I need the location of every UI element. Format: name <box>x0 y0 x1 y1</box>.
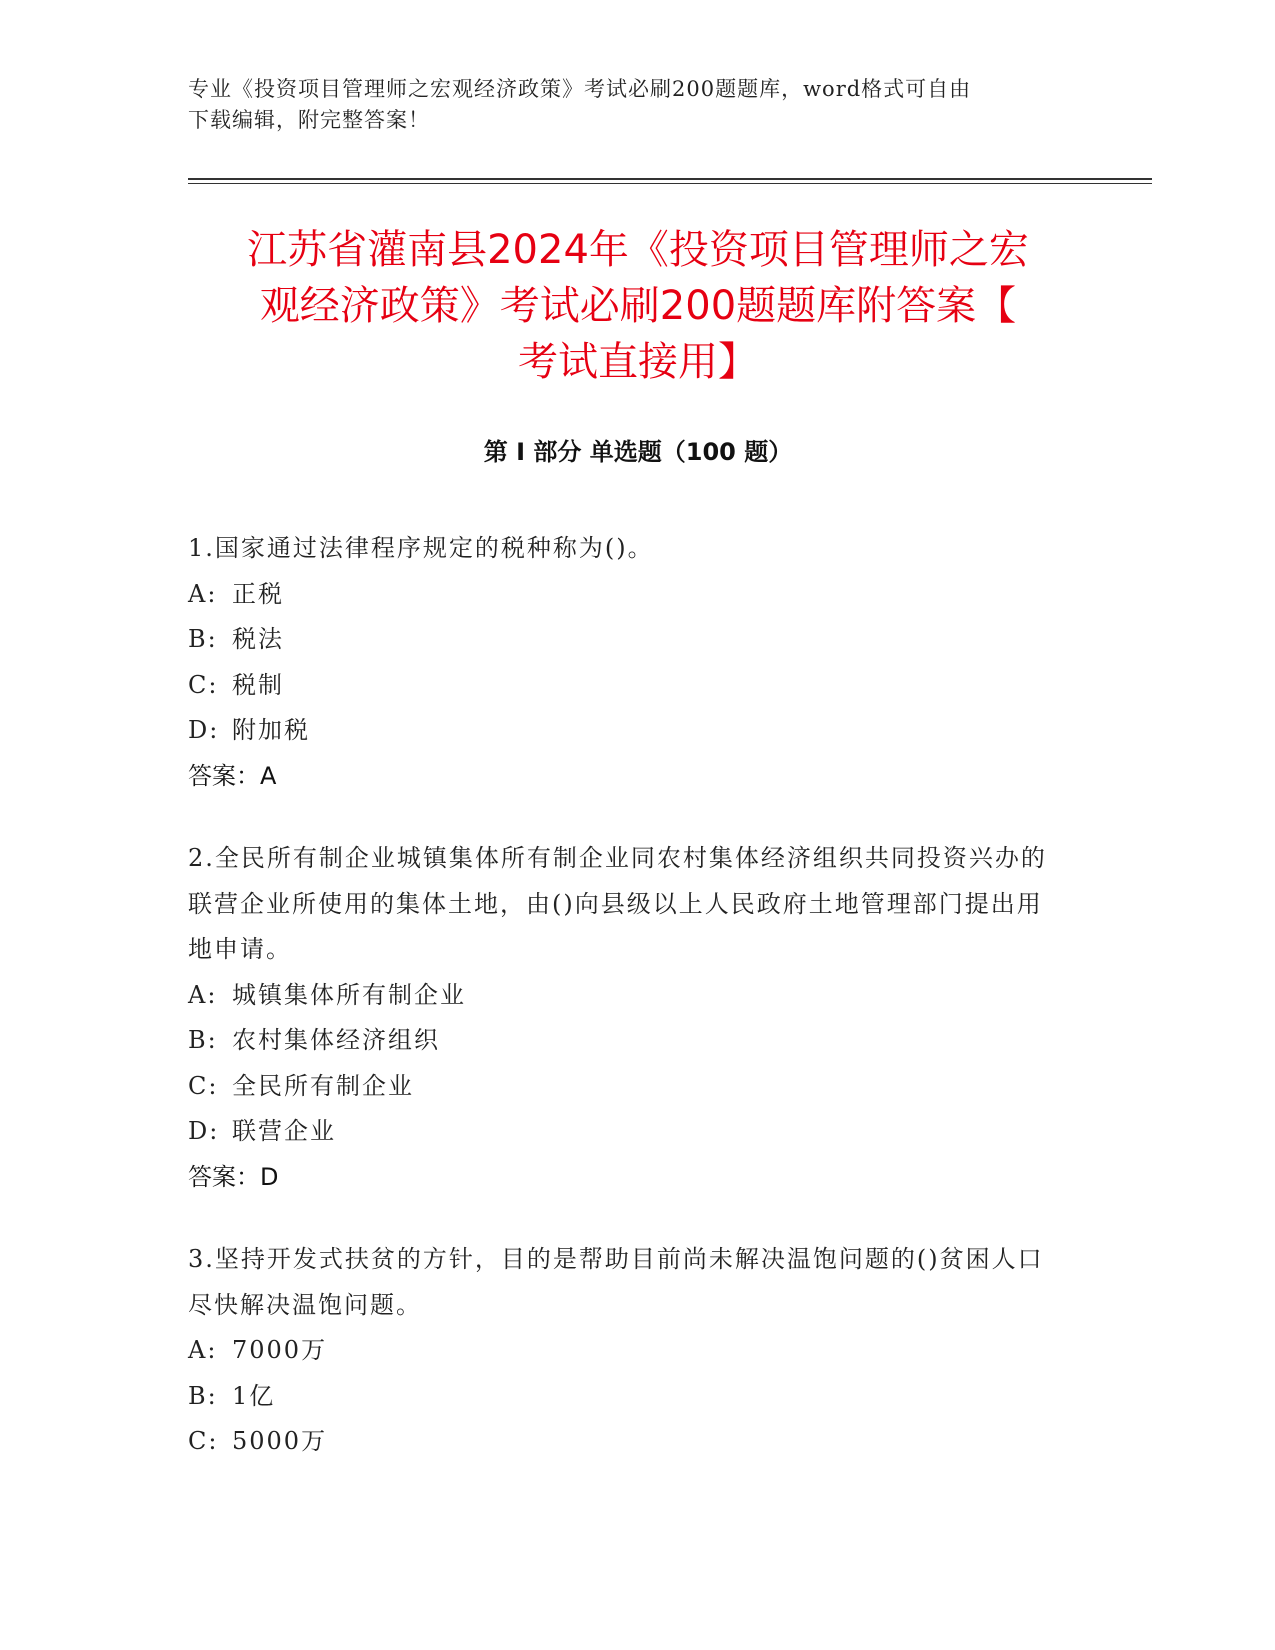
option-text: 7000万 <box>232 1336 328 1364</box>
option-key: C: <box>188 1071 219 1100</box>
question-stem: 1.国家通过法律程序规定的税种称为()。 <box>188 534 654 562</box>
option-text: 全民所有制企业 <box>232 1071 414 1100</box>
title-line-2: 观经济政策》考试必刷200题题库附答案【 <box>259 283 1017 329</box>
header-divider-thin <box>188 183 1152 184</box>
question-2 <box>188 836 1068 1200</box>
question-1 <box>188 526 1068 799</box>
option-text: 正税 <box>232 579 284 608</box>
intro-line-2: 下载编辑，附完整答案！ <box>188 108 430 132</box>
question-stem: 2.全民所有制企业城镇集体所有制企业同农村集体经济组织共同投资兴办的联营企业所使用的集体土地，由()向县级以上人民政府土地管理部门提出用地申请。 <box>188 844 1047 963</box>
option-text: 税法 <box>232 625 284 653</box>
answer-line: 答案：A <box>188 761 277 790</box>
option-key: A: <box>188 980 218 1009</box>
option-key: A: <box>188 579 218 608</box>
option-a <box>188 973 1068 1019</box>
option-key: B: <box>188 1381 218 1410</box>
question-3 <box>188 1237 1068 1465</box>
option-d <box>188 1109 1068 1155</box>
option-text: 联营企业 <box>232 1117 336 1145</box>
option-key: A: <box>188 1336 218 1364</box>
option-b <box>188 1018 1068 1064</box>
option-text: 5000万 <box>232 1427 328 1455</box>
option-key: B: <box>188 625 218 653</box>
option-a <box>188 572 1068 618</box>
option-b <box>188 1374 1068 1420</box>
option-key: D: <box>188 716 220 744</box>
title-line-3: 考试直接用】 <box>518 339 758 385</box>
option-c <box>188 1419 1068 1465</box>
option-d <box>188 708 1068 754</box>
option-c <box>188 1064 1068 1110</box>
option-b <box>188 617 1068 663</box>
option-key: C: <box>188 670 219 699</box>
option-text: 税制 <box>232 670 284 699</box>
document-title <box>188 222 1088 390</box>
intro-text <box>188 74 1078 136</box>
section-heading: 第 I 部分 单选题（100 题） <box>483 438 793 466</box>
option-key: C: <box>188 1427 219 1455</box>
option-text: 农村集体经济组织 <box>232 1026 440 1054</box>
option-text: 附加税 <box>232 716 310 744</box>
title-line-1: 江苏省灌南县2024年《投资项目管理师之宏 <box>247 227 1029 273</box>
option-key: D: <box>188 1117 220 1145</box>
question-stem: 3.坚持开发式扶贫的方针，目的是帮助目前尚未解决温饱问题的()贫困人口尽快解决温饱问题。 <box>188 1245 1044 1319</box>
answer-line: 答案：D <box>188 1162 279 1191</box>
header-divider <box>188 178 1152 180</box>
question-list <box>188 526 1068 1502</box>
option-c <box>188 663 1068 709</box>
option-a <box>188 1328 1068 1374</box>
option-text: 1亿 <box>232 1381 276 1410</box>
option-text: 城镇集体所有制企业 <box>232 980 466 1009</box>
intro-line-1: 专业《投资项目管理师之宏观经济政策》考试必刷200题题库，word格式可自由 <box>188 77 972 101</box>
option-key: B: <box>188 1026 218 1054</box>
